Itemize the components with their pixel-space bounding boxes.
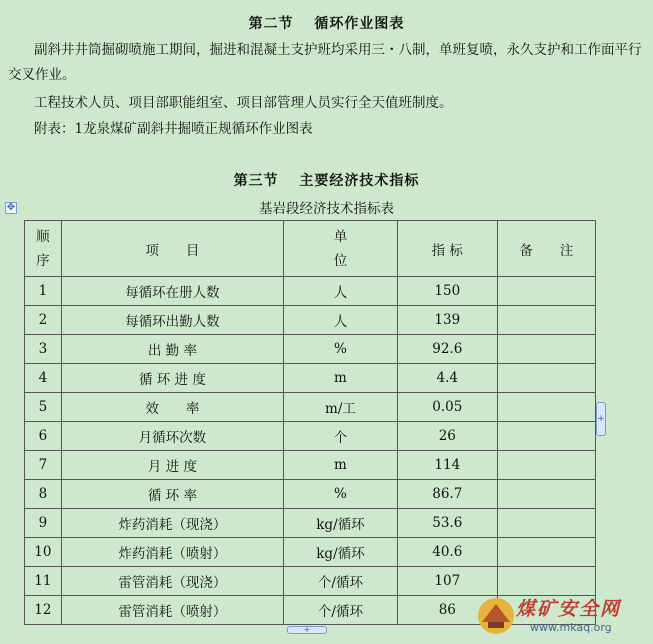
resize-handle-icon[interactable]: +: [596, 402, 606, 436]
cell-seq: 1: [25, 277, 62, 306]
cell-seq: 12: [25, 596, 62, 625]
cell-value: 107: [397, 567, 497, 596]
cell-item: 月 进 度: [61, 451, 283, 480]
cell-note: [497, 451, 595, 480]
cell-value: 26: [397, 422, 497, 451]
cell-seq: 8: [25, 480, 62, 509]
cell-unit: kg/循环: [284, 538, 398, 567]
cell-item: 月循环次数: [61, 422, 283, 451]
table-row: [25, 393, 596, 422]
cell-note: [497, 538, 595, 567]
cell-unit: kg/循环: [284, 509, 398, 538]
cell-value: 86: [397, 596, 497, 625]
header-unit: 单 位: [284, 221, 398, 277]
cell-seq: 5: [25, 393, 62, 422]
cell-value: 139: [397, 306, 497, 335]
table-header-row: [25, 221, 596, 277]
cell-value: 0.05: [397, 393, 497, 422]
cell-note: [497, 509, 595, 538]
cell-item: 雷管消耗（现浇）: [61, 567, 283, 596]
section-3-title: 第三节 主要经济技术指标: [233, 173, 420, 189]
cell-unit: m/工: [284, 393, 398, 422]
table-row: [25, 277, 596, 306]
section-2-paragraph-3: 附表：1龙泉煤矿副斜井掘喷正规循环作业图表: [34, 121, 313, 137]
table-row: [25, 335, 596, 364]
header-item: 项 目: [61, 221, 283, 277]
cell-value: 92.6: [397, 335, 497, 364]
cell-note: [497, 306, 595, 335]
resize-handle-icon[interactable]: +: [287, 626, 327, 634]
cell-note: [497, 393, 595, 422]
economic-indicators-table: [24, 220, 596, 625]
cell-value: 40.6: [397, 538, 497, 567]
cell-item: 雷管消耗（喷射）: [61, 596, 283, 625]
section-2-title: 第二节 循环作业图表: [248, 16, 405, 32]
cell-seq: 4: [25, 364, 62, 393]
watermark-logo: [470, 590, 653, 644]
header-note: 备 注: [497, 221, 595, 277]
cell-value: 86.7: [397, 480, 497, 509]
table-row: [25, 422, 596, 451]
cell-item: 炸药消耗（喷射）: [61, 538, 283, 567]
cell-unit: 个: [284, 422, 398, 451]
cell-value: 150: [397, 277, 497, 306]
cell-unit: m: [284, 364, 398, 393]
move-icon[interactable]: ✥: [6, 202, 16, 213]
table-caption: 基岩段经济技术指标表: [259, 201, 394, 217]
watermark-url: www.mkaq.org: [530, 621, 612, 634]
cell-seq: 3: [25, 335, 62, 364]
cell-note: [497, 335, 595, 364]
cell-item: 循 环 进 度: [61, 364, 283, 393]
cell-unit: m: [284, 451, 398, 480]
section-2-paragraph-1: 副斜井井筒掘砌喷施工期间，掘进和混凝土支护班均采用三・八制，单班复喷，永久支护和工作面平行交叉作业。: [8, 42, 642, 83]
cell-item: 每循环在册人数: [61, 277, 283, 306]
cell-value: 114: [397, 451, 497, 480]
cell-note: [497, 277, 595, 306]
cell-item: 循 环 率: [61, 480, 283, 509]
cell-seq: 2: [25, 306, 62, 335]
cell-seq: 9: [25, 509, 62, 538]
cell-note: [497, 480, 595, 509]
cell-item: 每循环出勤人数: [61, 306, 283, 335]
table-row: [25, 364, 596, 393]
watermark-text: 煤矿安全网: [516, 598, 622, 620]
cell-unit: 人: [284, 306, 398, 335]
cell-note: [497, 422, 595, 451]
table-row: [25, 538, 596, 567]
cell-seq: 7: [25, 451, 62, 480]
header-seq: 顺 序: [25, 221, 62, 277]
cell-note: [497, 364, 595, 393]
table-row: [25, 509, 596, 538]
table-row: [25, 451, 596, 480]
table-row: [25, 306, 596, 335]
cell-value: 53.6: [397, 509, 497, 538]
cell-item: 出 勤 率: [61, 335, 283, 364]
cell-unit: 个/循环: [284, 567, 398, 596]
header-value: 指 标: [397, 221, 497, 277]
cell-seq: 6: [25, 422, 62, 451]
cell-seq: 10: [25, 538, 62, 567]
cell-seq: 11: [25, 567, 62, 596]
mine-helmet-icon: [476, 596, 516, 636]
cell-item: 效 率: [61, 393, 283, 422]
cell-item: 炸药消耗（现浇）: [61, 509, 283, 538]
cell-unit: 个/循环: [284, 596, 398, 625]
cell-value: 4.4: [397, 364, 497, 393]
section-2-paragraph-2: 工程技术人员、项目部职能组室、项目部管理人员实行全天值班制度。: [34, 95, 453, 111]
cell-unit: 人: [284, 277, 398, 306]
table-row: [25, 480, 596, 509]
cell-unit: %: [284, 480, 398, 509]
cell-unit: %: [284, 335, 398, 364]
